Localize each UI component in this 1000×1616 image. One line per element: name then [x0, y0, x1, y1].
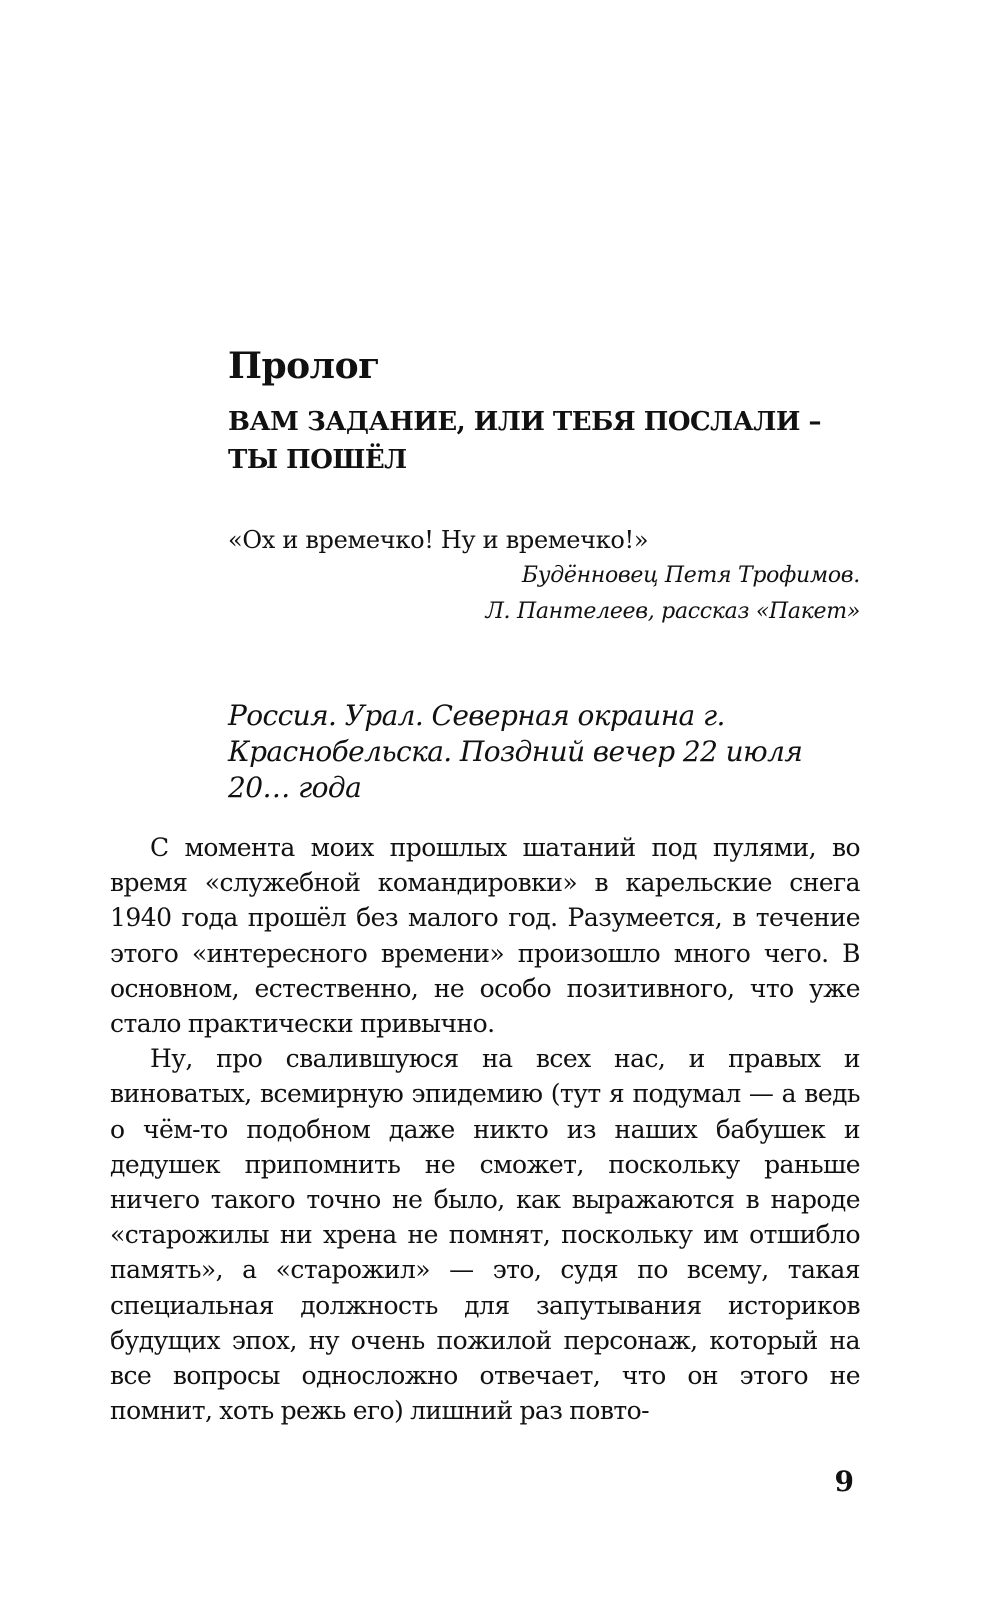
paragraph: Ну, про свалившуюся на всех нас, и правых и виноватых, всемирную эпидемию (тут я подумал — а ведь о чём-то подобном даже никто из наших бабушек и дедушек припомнить не сможет, поскольку раньше ничего такого точно не было, как выражаются в народе «старожилы ни хрена не помнят, поскольку им отшибло память», а «старожил» — это, судя по всему, такая специальная должность для запутывания историков будущих эпох, ну очень пожилой персонаж, который на все вопросы односложно отвечает, что он этого не помнит, хоть режь его) лишний раз повто- — [110, 1044, 860, 1426]
body-text — [110, 830, 860, 1428]
paragraph: С момента моих прошлых шатаний под пулями, во время «служебной командировки» в карельские снега 1940 года прошёл без малого год. Разумеется, в течение этого «интересного времени» произошло много чего. В основном, естественно, не особо позитивного, что уже стало практически привычно. — [110, 833, 860, 1039]
scene-location: Россия. Урал. Северная окраина г. Краснобельска. Поздний вечер 22 июля 20… года — [228, 699, 803, 804]
epigraph-quote: «Ох и времечко! Ну и времечко!» — [228, 526, 649, 554]
epigraph — [228, 522, 860, 630]
chapter-subtitle: ВАМ ЗАДАНИЕ, ИЛИ ТЕБЯ ПОСЛАЛИ – ТЫ ПОШЁЛ — [228, 407, 821, 475]
epigraph-attribution-character: Будённовец Петя Трофимов. — [521, 563, 860, 588]
page-number: 9 — [834, 1465, 854, 1498]
epigraph-attribution-source: Л. Пантелеев, рассказ «Пакет» — [485, 599, 860, 624]
chapter-title: Пролог — [228, 345, 380, 387]
